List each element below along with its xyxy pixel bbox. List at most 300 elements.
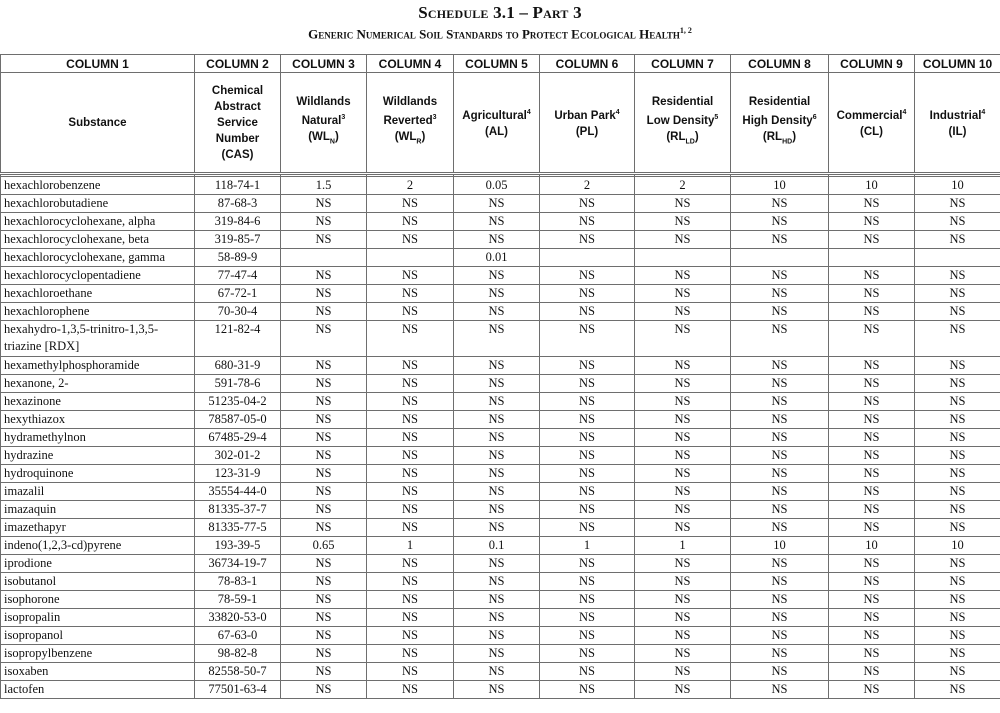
standard-value-cell: NS bbox=[731, 267, 829, 285]
standard-value-cell: NS bbox=[915, 663, 1000, 681]
standard-value-cell: NS bbox=[540, 231, 635, 249]
header-word: Chemical bbox=[211, 84, 264, 97]
header-abbreviation-end: ) bbox=[421, 131, 426, 144]
table-row bbox=[1, 537, 1000, 555]
cas-number-cell: 98-82-8 bbox=[195, 645, 281, 663]
standard-value-cell: NS bbox=[635, 501, 731, 519]
standard-value-cell: NS bbox=[281, 627, 367, 645]
standard-value-cell: NS bbox=[915, 681, 1000, 699]
standard-value-cell: NS bbox=[635, 321, 731, 357]
table-body bbox=[1, 177, 1000, 699]
standard-value-cell: NS bbox=[731, 519, 829, 537]
table-row bbox=[1, 195, 1000, 213]
standard-value-cell: NS bbox=[540, 519, 635, 537]
standard-value-cell: NS bbox=[367, 195, 454, 213]
standard-value-cell: NS bbox=[915, 375, 1000, 393]
cas-number-cell: 81335-37-7 bbox=[195, 501, 281, 519]
standard-value-cell: NS bbox=[540, 303, 635, 321]
header-label-line2: Urban Park bbox=[554, 109, 616, 122]
table-row bbox=[1, 627, 1000, 645]
substance-cell: hexanone, 2- bbox=[1, 375, 195, 393]
header-label-line2: High Density bbox=[742, 115, 813, 128]
standard-value-cell: NS bbox=[915, 573, 1000, 591]
header-abbreviation: (IL) bbox=[948, 125, 967, 138]
cas-number-cell: 193-39-5 bbox=[195, 537, 281, 555]
substance-cell: hexachlorocyclohexane, alpha bbox=[1, 213, 195, 231]
standard-value-cell: NS bbox=[915, 555, 1000, 573]
cas-number-cell: 81335-77-5 bbox=[195, 519, 281, 537]
standard-value-cell bbox=[635, 249, 731, 267]
table-row bbox=[1, 285, 1000, 303]
header-abbreviation: (WL bbox=[308, 131, 330, 144]
standard-value-cell: NS bbox=[635, 213, 731, 231]
standard-value-cell: NS bbox=[540, 483, 635, 501]
standard-value-cell: NS bbox=[731, 411, 829, 429]
column-description-header bbox=[281, 73, 367, 174]
header-word: Number bbox=[215, 132, 260, 145]
standard-value-cell: NS bbox=[281, 411, 367, 429]
header-footnote: 4 bbox=[526, 109, 531, 117]
standard-value-cell: NS bbox=[454, 267, 540, 285]
standard-value-cell: NS bbox=[540, 375, 635, 393]
standard-value-cell: 2 bbox=[367, 177, 454, 195]
page-subtitle bbox=[0, 26, 1000, 42]
standard-value-cell: NS bbox=[367, 267, 454, 285]
header-abbreviation-subscript: LD bbox=[685, 138, 695, 146]
standard-value-cell: NS bbox=[540, 411, 635, 429]
standard-value-cell: NS bbox=[540, 573, 635, 591]
standard-value-cell: 0.65 bbox=[281, 537, 367, 555]
column-number-header: COLUMN 10 bbox=[915, 55, 1000, 73]
standard-value-cell: NS bbox=[731, 591, 829, 609]
standard-value-cell: NS bbox=[367, 483, 454, 501]
standard-value-cell: NS bbox=[635, 681, 731, 699]
header-abbreviation: (RL bbox=[762, 131, 783, 144]
standard-value-cell: NS bbox=[281, 447, 367, 465]
standard-value-cell: NS bbox=[915, 501, 1000, 519]
standard-value-cell: 10 bbox=[731, 177, 829, 195]
header-label-line1: Residential bbox=[651, 96, 714, 109]
table-row bbox=[1, 429, 1000, 447]
standard-value-cell: 1 bbox=[540, 537, 635, 555]
standard-value-cell: NS bbox=[731, 213, 829, 231]
standard-value-cell: NS bbox=[915, 609, 1000, 627]
standard-value-cell: NS bbox=[635, 195, 731, 213]
standard-value-cell: NS bbox=[454, 645, 540, 663]
standard-value-cell: 10 bbox=[829, 177, 915, 195]
standard-value-cell: NS bbox=[635, 483, 731, 501]
table-row bbox=[1, 447, 1000, 465]
standard-value-cell: NS bbox=[731, 465, 829, 483]
column-number-row bbox=[1, 55, 1000, 73]
standard-value-cell: NS bbox=[367, 501, 454, 519]
standard-value-cell: NS bbox=[540, 267, 635, 285]
standard-value-cell bbox=[540, 249, 635, 267]
standard-value-cell: NS bbox=[915, 393, 1000, 411]
cas-number-cell: 78587-05-0 bbox=[195, 411, 281, 429]
standard-value-cell: NS bbox=[915, 519, 1000, 537]
table-row bbox=[1, 555, 1000, 573]
column-description-header bbox=[195, 73, 281, 174]
standard-value-cell: NS bbox=[829, 411, 915, 429]
standard-value-cell: NS bbox=[829, 357, 915, 375]
standard-value-cell: NS bbox=[281, 681, 367, 699]
standard-value-cell: NS bbox=[635, 285, 731, 303]
standard-value-cell: NS bbox=[731, 447, 829, 465]
table-row bbox=[1, 357, 1000, 375]
standard-value-cell: NS bbox=[540, 591, 635, 609]
header-abbreviation: (PL) bbox=[575, 125, 599, 138]
standard-value-cell: NS bbox=[540, 645, 635, 663]
standard-value-cell: NS bbox=[731, 501, 829, 519]
standard-value-cell: NS bbox=[454, 303, 540, 321]
substance-cell: hexahydro-1,3,5-trinitro-1,3,5-triazine [RDX] bbox=[1, 321, 195, 357]
standard-value-cell: NS bbox=[635, 357, 731, 375]
cas-number-cell: 302-01-2 bbox=[195, 447, 281, 465]
standard-value-cell: NS bbox=[915, 267, 1000, 285]
standard-value-cell: NS bbox=[829, 393, 915, 411]
standard-value-cell: NS bbox=[367, 519, 454, 537]
standard-value-cell: NS bbox=[454, 501, 540, 519]
header-label-line2: Industrial bbox=[929, 109, 982, 122]
standard-value-cell: NS bbox=[915, 213, 1000, 231]
header-word: Service bbox=[217, 116, 258, 129]
standard-value-cell: NS bbox=[454, 519, 540, 537]
table-row bbox=[1, 645, 1000, 663]
cas-number-cell: 58-89-9 bbox=[195, 249, 281, 267]
table-row bbox=[1, 375, 1000, 393]
standard-value-cell: 10 bbox=[829, 537, 915, 555]
standard-value-cell: NS bbox=[829, 285, 915, 303]
standard-value-cell: NS bbox=[635, 663, 731, 681]
table-row bbox=[1, 663, 1000, 681]
standard-value-cell: NS bbox=[281, 519, 367, 537]
header-word: Abstract bbox=[214, 100, 261, 113]
standard-value-cell: NS bbox=[367, 357, 454, 375]
standard-value-cell: NS bbox=[731, 429, 829, 447]
standard-value-cell: NS bbox=[829, 465, 915, 483]
standard-value-cell: NS bbox=[915, 321, 1000, 357]
standard-value-cell: NS bbox=[829, 303, 915, 321]
standard-value-cell: NS bbox=[281, 303, 367, 321]
column-description-header bbox=[829, 73, 915, 174]
standard-value-cell: NS bbox=[454, 411, 540, 429]
standard-value-cell: NS bbox=[829, 681, 915, 699]
standard-value-cell: NS bbox=[829, 483, 915, 501]
standard-value-cell: NS bbox=[635, 609, 731, 627]
standard-value-cell: NS bbox=[540, 681, 635, 699]
header-footnote: 3 bbox=[341, 114, 346, 122]
table-row bbox=[1, 393, 1000, 411]
subtitle-text: Generic Numerical Soil Standards to Protect Ecological Health bbox=[308, 26, 680, 42]
standard-value-cell: NS bbox=[454, 321, 540, 357]
substance-cell: hexachloroethane bbox=[1, 285, 195, 303]
table-row bbox=[1, 411, 1000, 429]
standard-value-cell: NS bbox=[635, 393, 731, 411]
standard-value-cell: NS bbox=[540, 393, 635, 411]
standard-value-cell: NS bbox=[367, 375, 454, 393]
header-abbreviation-subscript: HD bbox=[782, 138, 793, 146]
substance-cell: isopropalin bbox=[1, 609, 195, 627]
standard-value-cell: NS bbox=[281, 501, 367, 519]
standard-value-cell: NS bbox=[731, 195, 829, 213]
substance-cell: isoxaben bbox=[1, 663, 195, 681]
page-title: Schedule 3.1 – Part 3 bbox=[418, 3, 582, 22]
subtitle-footnote: 1, 2 bbox=[679, 26, 692, 35]
standard-value-cell: NS bbox=[454, 555, 540, 573]
table-row bbox=[1, 249, 1000, 267]
standard-value-cell: 0.05 bbox=[454, 177, 540, 195]
cas-number-cell: 123-31-9 bbox=[195, 465, 281, 483]
standard-value-cell: NS bbox=[367, 645, 454, 663]
standard-value-cell: NS bbox=[731, 645, 829, 663]
substance-cell: lactofen bbox=[1, 681, 195, 699]
substance-cell: hexachlorocyclohexane, gamma bbox=[1, 249, 195, 267]
header-label-line2: Commercial bbox=[836, 109, 903, 122]
cas-number-cell: 319-85-7 bbox=[195, 231, 281, 249]
header-abbreviation: (RL bbox=[666, 131, 686, 144]
standard-value-cell: NS bbox=[731, 357, 829, 375]
standard-value-cell: NS bbox=[731, 285, 829, 303]
standard-value-cell: NS bbox=[367, 447, 454, 465]
cas-number-cell: 680-31-9 bbox=[195, 357, 281, 375]
standard-value-cell: NS bbox=[367, 663, 454, 681]
standard-value-cell: NS bbox=[731, 393, 829, 411]
column-description-row bbox=[1, 73, 1000, 174]
header-abbreviation-end: ) bbox=[334, 131, 339, 144]
standard-value-cell: NS bbox=[540, 465, 635, 483]
column-number-header: COLUMN 2 bbox=[195, 55, 281, 73]
standard-value-cell: NS bbox=[915, 645, 1000, 663]
header-abbreviation-end: ) bbox=[694, 131, 699, 144]
header-label-line1: Wildlands bbox=[296, 96, 351, 109]
standard-value-cell: NS bbox=[635, 519, 731, 537]
standard-value-cell: NS bbox=[454, 285, 540, 303]
header-label-line1: Residential bbox=[748, 96, 811, 109]
column-number-header: COLUMN 3 bbox=[281, 55, 367, 73]
standard-value-cell: NS bbox=[635, 429, 731, 447]
standard-value-cell: NS bbox=[281, 645, 367, 663]
standard-value-cell: NS bbox=[731, 663, 829, 681]
substance-cell: isopropanol bbox=[1, 627, 195, 645]
standard-value-cell: NS bbox=[281, 483, 367, 501]
standard-value-cell: NS bbox=[635, 267, 731, 285]
standard-value-cell: NS bbox=[540, 195, 635, 213]
standard-value-cell: NS bbox=[915, 465, 1000, 483]
standard-value-cell bbox=[915, 249, 1000, 267]
header-label: Substance bbox=[68, 116, 127, 129]
table-row bbox=[1, 267, 1000, 285]
standard-value-cell bbox=[731, 249, 829, 267]
header-footnote: 4 bbox=[615, 109, 620, 117]
standard-value-cell: NS bbox=[829, 267, 915, 285]
column-description-header bbox=[454, 73, 540, 174]
standard-value-cell: NS bbox=[281, 213, 367, 231]
standard-value-cell: NS bbox=[731, 555, 829, 573]
substance-cell: isopropylbenzene bbox=[1, 645, 195, 663]
cas-number-cell: 78-83-1 bbox=[195, 573, 281, 591]
table-row bbox=[1, 501, 1000, 519]
table-row bbox=[1, 483, 1000, 501]
standard-value-cell: NS bbox=[915, 231, 1000, 249]
column-description-header bbox=[367, 73, 454, 174]
standard-value-cell: NS bbox=[454, 681, 540, 699]
table-row bbox=[1, 609, 1000, 627]
cas-number-cell: 51235-04-2 bbox=[195, 393, 281, 411]
standard-value-cell: NS bbox=[635, 303, 731, 321]
standard-value-cell: NS bbox=[731, 303, 829, 321]
standard-value-cell bbox=[829, 249, 915, 267]
standard-value-cell: NS bbox=[281, 663, 367, 681]
standard-value-cell: NS bbox=[829, 213, 915, 231]
substance-cell: hexachlorocyclohexane, beta bbox=[1, 231, 195, 249]
standard-value-cell: NS bbox=[540, 429, 635, 447]
standard-value-cell: NS bbox=[731, 573, 829, 591]
standard-value-cell: NS bbox=[281, 231, 367, 249]
cas-number-cell: 121-82-4 bbox=[195, 321, 281, 357]
standard-value-cell: NS bbox=[454, 663, 540, 681]
standard-value-cell: NS bbox=[281, 285, 367, 303]
header-footnote: 3 bbox=[432, 114, 437, 122]
standard-value-cell: NS bbox=[829, 663, 915, 681]
standard-value-cell: NS bbox=[915, 447, 1000, 465]
standard-value-cell: NS bbox=[454, 393, 540, 411]
column-description-header bbox=[1, 73, 195, 174]
cas-number-cell: 591-78-6 bbox=[195, 375, 281, 393]
substance-cell: hydramethylnon bbox=[1, 429, 195, 447]
standard-value-cell: NS bbox=[367, 213, 454, 231]
standard-value-cell: NS bbox=[731, 483, 829, 501]
cas-number-cell: 33820-53-0 bbox=[195, 609, 281, 627]
standard-value-cell: NS bbox=[731, 681, 829, 699]
column-description-header bbox=[540, 73, 635, 174]
standard-value-cell: NS bbox=[367, 285, 454, 303]
header-abbreviation-subscript: R bbox=[416, 138, 422, 146]
standard-value-cell: NS bbox=[454, 429, 540, 447]
standard-value-cell: NS bbox=[367, 555, 454, 573]
standard-value-cell: 2 bbox=[540, 177, 635, 195]
standard-value-cell: NS bbox=[540, 627, 635, 645]
cas-number-cell: 77-47-4 bbox=[195, 267, 281, 285]
standard-value-cell: NS bbox=[281, 591, 367, 609]
standard-value-cell: NS bbox=[635, 465, 731, 483]
substance-cell: hexachlorobenzene bbox=[1, 177, 195, 195]
standard-value-cell: 1.5 bbox=[281, 177, 367, 195]
standard-value-cell: NS bbox=[454, 483, 540, 501]
standard-value-cell: 0.1 bbox=[454, 537, 540, 555]
standard-value-cell bbox=[367, 249, 454, 267]
cas-number-cell: 67-63-0 bbox=[195, 627, 281, 645]
standard-value-cell: NS bbox=[540, 213, 635, 231]
standard-value-cell: NS bbox=[731, 609, 829, 627]
standard-value-cell: NS bbox=[915, 285, 1000, 303]
cas-number-cell: 118-74-1 bbox=[195, 177, 281, 195]
standard-value-cell: NS bbox=[367, 681, 454, 699]
substance-cell: hexachlorobutadiene bbox=[1, 195, 195, 213]
standard-value-cell: NS bbox=[367, 411, 454, 429]
header-footnote: 5 bbox=[714, 114, 719, 122]
substance-cell: isobutanol bbox=[1, 573, 195, 591]
standard-value-cell: NS bbox=[915, 357, 1000, 375]
table-row bbox=[1, 591, 1000, 609]
standard-value-cell: NS bbox=[829, 195, 915, 213]
standard-value-cell: NS bbox=[540, 501, 635, 519]
standard-value-cell: NS bbox=[635, 555, 731, 573]
header-abbreviation: (CAS) bbox=[221, 148, 254, 161]
standard-value-cell: 10 bbox=[915, 537, 1000, 555]
standard-value-cell: NS bbox=[281, 465, 367, 483]
substance-cell: isophorone bbox=[1, 591, 195, 609]
standard-value-cell: NS bbox=[635, 447, 731, 465]
header-footnote: 4 bbox=[902, 109, 907, 117]
column-description-header bbox=[731, 73, 829, 174]
standard-value-cell: NS bbox=[367, 465, 454, 483]
standard-value-cell: NS bbox=[281, 267, 367, 285]
standard-value-cell: NS bbox=[454, 447, 540, 465]
standard-value-cell: NS bbox=[454, 357, 540, 375]
standard-value-cell: NS bbox=[635, 645, 731, 663]
column-number-header: COLUMN 4 bbox=[367, 55, 454, 73]
cas-number-cell: 77501-63-4 bbox=[195, 681, 281, 699]
standard-value-cell: NS bbox=[829, 429, 915, 447]
standard-value-cell: NS bbox=[540, 357, 635, 375]
header-label-line2: Low Density bbox=[646, 115, 715, 128]
table-row bbox=[1, 681, 1000, 699]
standard-value-cell: NS bbox=[281, 429, 367, 447]
standard-value-cell: NS bbox=[454, 231, 540, 249]
column-number-header: COLUMN 6 bbox=[540, 55, 635, 73]
standard-value-cell: 10 bbox=[731, 537, 829, 555]
standard-value-cell: NS bbox=[367, 303, 454, 321]
standard-value-cell: NS bbox=[829, 519, 915, 537]
header-label-line1: Wildlands bbox=[382, 96, 438, 109]
column-number-header: COLUMN 1 bbox=[1, 55, 195, 73]
standard-value-cell: NS bbox=[540, 447, 635, 465]
standard-value-cell: NS bbox=[829, 321, 915, 357]
standard-value-cell: NS bbox=[281, 393, 367, 411]
substance-cell: hydrazine bbox=[1, 447, 195, 465]
header-abbreviation: (CL) bbox=[860, 125, 883, 138]
standard-value-cell: NS bbox=[454, 375, 540, 393]
soil-standards-table bbox=[0, 54, 1000, 699]
table-row bbox=[1, 303, 1000, 321]
standard-value-cell: NS bbox=[829, 609, 915, 627]
standard-value-cell: NS bbox=[635, 627, 731, 645]
header-abbreviation: (WL bbox=[394, 131, 417, 144]
header-label-line2: Natural bbox=[301, 115, 342, 128]
standard-value-cell: NS bbox=[635, 375, 731, 393]
substance-cell: hydroquinone bbox=[1, 465, 195, 483]
standard-value-cell: NS bbox=[635, 411, 731, 429]
header-abbreviation-subscript: N bbox=[329, 138, 335, 146]
standard-value-cell: NS bbox=[454, 195, 540, 213]
standard-value-cell: NS bbox=[915, 627, 1000, 645]
standard-value-cell: NS bbox=[635, 591, 731, 609]
substance-cell: indeno(1,2,3-cd)pyrene bbox=[1, 537, 195, 555]
standard-value-cell: NS bbox=[731, 627, 829, 645]
standard-value-cell: NS bbox=[829, 573, 915, 591]
substance-cell: hexythiazox bbox=[1, 411, 195, 429]
cas-number-cell: 35554-44-0 bbox=[195, 483, 281, 501]
header-footnote: 6 bbox=[812, 114, 817, 122]
standard-value-cell: NS bbox=[281, 609, 367, 627]
standard-value-cell: NS bbox=[454, 609, 540, 627]
substance-cell: imazethapyr bbox=[1, 519, 195, 537]
standard-value-cell: NS bbox=[829, 555, 915, 573]
standard-value-cell: NS bbox=[915, 483, 1000, 501]
standard-value-cell: NS bbox=[367, 627, 454, 645]
table-row bbox=[1, 177, 1000, 195]
